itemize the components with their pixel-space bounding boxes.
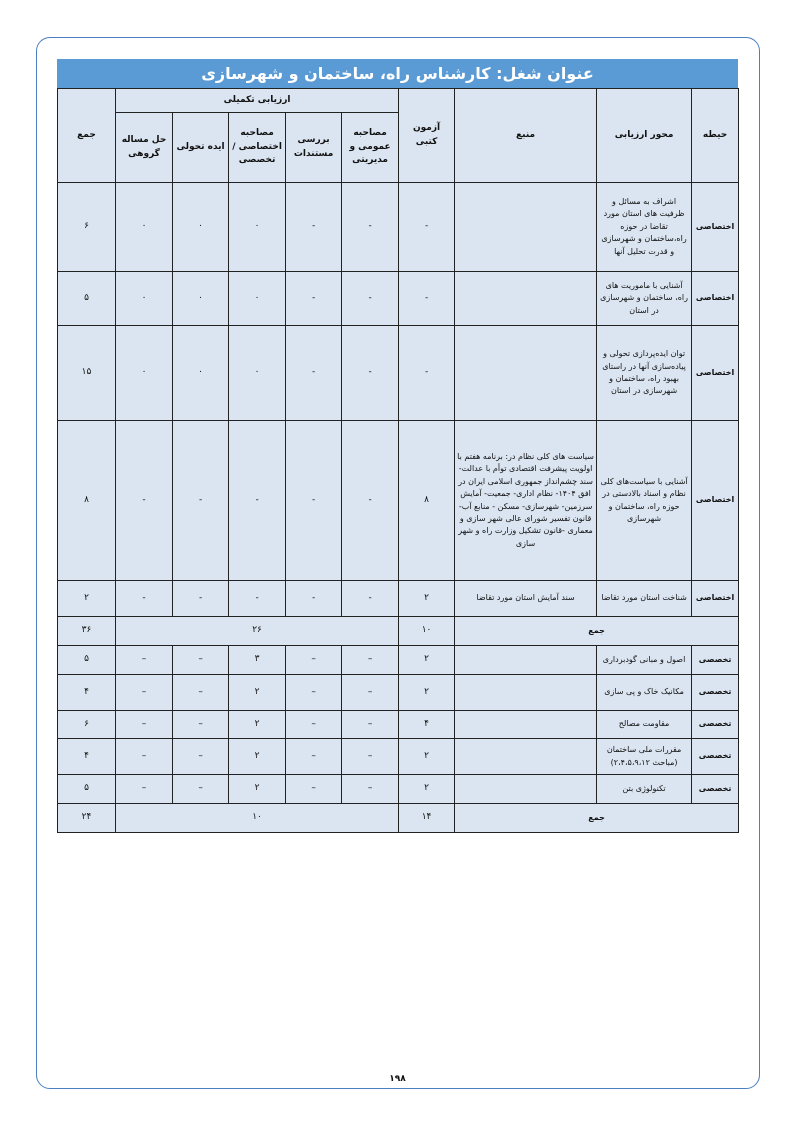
row-group: – <box>116 711 173 739</box>
header-specialized-interview: مصاحبه اختصاصی / تخصصی <box>229 113 286 183</box>
row-domain: تخصصی <box>692 646 739 675</box>
row-special: - <box>229 421 286 581</box>
row-idea: – <box>173 739 229 775</box>
row-total: ۶ <box>58 183 116 272</box>
row-idea: – <box>173 711 229 739</box>
subtotal-total: ۳۶ <box>58 617 116 646</box>
row-general: – <box>342 711 399 739</box>
row-general: - <box>342 581 399 617</box>
row-exam: - <box>399 272 455 326</box>
row-docs: - <box>286 581 342 617</box>
row-special: ۰ <box>229 272 286 326</box>
row-axis: آشنایی با سیاست‌های کلی نظام و اسناد بالادستی در حوزه راه، ساختمان و شهرسازی <box>597 421 692 581</box>
row-idea: ۰ <box>173 326 229 421</box>
subtotal-row <box>58 617 739 646</box>
row-domain: تخصصی <box>692 739 739 775</box>
header-general-interview: مصاحبه عمومی و مدیریتی <box>342 113 399 183</box>
row-special: ۳ <box>229 646 286 675</box>
row-axis: مقاومت مصالح <box>597 711 692 739</box>
row-docs: - <box>286 183 342 272</box>
row-total: ۴ <box>58 739 116 775</box>
row-total: ۴ <box>58 675 116 711</box>
row-special: ۰ <box>229 326 286 421</box>
subtotal-total: ۲۴ <box>58 804 116 833</box>
table-row <box>58 711 739 739</box>
table-row <box>58 183 739 272</box>
row-group: ۰ <box>116 326 173 421</box>
row-source <box>455 646 597 675</box>
header-domain: حیطه <box>692 89 739 183</box>
row-axis: تکنولوژی بتن <box>597 775 692 804</box>
row-source <box>455 326 597 421</box>
header-total: جمع <box>58 89 116 183</box>
table-row <box>58 272 739 326</box>
row-total: ۵ <box>58 272 116 326</box>
row-exam: - <box>399 326 455 421</box>
table-row <box>58 646 739 675</box>
subtotal-label: جمع <box>455 804 739 833</box>
row-docs: - <box>286 272 342 326</box>
row-total: ۸ <box>58 421 116 581</box>
row-exam: ۲ <box>399 646 455 675</box>
row-special: ۲ <box>229 711 286 739</box>
subtotal-exam: ۱۰ <box>399 617 455 646</box>
row-axis: شناخت استان مورد تقاضا <box>597 581 692 617</box>
row-group: – <box>116 675 173 711</box>
row-source <box>455 675 597 711</box>
row-general: - <box>342 183 399 272</box>
table-row <box>58 675 739 711</box>
row-general: – <box>342 675 399 711</box>
header-group-problem: حل مساله گروهی <box>116 113 173 183</box>
header-supplementary: ارزیابی تکمیلی <box>116 89 399 113</box>
row-docs: – <box>286 646 342 675</box>
table-row <box>58 775 739 804</box>
row-docs: - <box>286 421 342 581</box>
subtotal-row <box>58 804 739 833</box>
row-idea: - <box>173 421 229 581</box>
row-total: ۶ <box>58 711 116 739</box>
row-axis: توان ایده‌پردازی تحولی و پیاده‌سازی آنها در راستای بهبود راه، ساختمان و شهرسازی در استان <box>597 326 692 421</box>
row-group: - <box>116 581 173 617</box>
row-exam: ۲ <box>399 675 455 711</box>
row-general: - <box>342 272 399 326</box>
row-group: ۰ <box>116 183 173 272</box>
row-exam: - <box>399 183 455 272</box>
row-idea: ۰ <box>173 183 229 272</box>
row-exam: ۲ <box>399 739 455 775</box>
row-axis: مکانیک خاک و پی سازی <box>597 675 692 711</box>
row-total: ۱۵ <box>58 326 116 421</box>
row-source <box>455 272 597 326</box>
row-total: ۵ <box>58 775 116 804</box>
header-axis: محور ارزیابی <box>597 89 692 183</box>
row-special: - <box>229 581 286 617</box>
header-written-exam: آزمون کتبی <box>399 89 455 183</box>
row-group: - <box>116 421 173 581</box>
subtotal-supplementary: ۱۰ <box>116 804 399 833</box>
header-source: منبع <box>455 89 597 183</box>
table-row <box>58 326 739 421</box>
subtotal-label: جمع <box>455 617 739 646</box>
row-exam: ۴ <box>399 711 455 739</box>
row-general: - <box>342 421 399 581</box>
row-total: ۵ <box>58 646 116 675</box>
row-domain: اختصاصی <box>692 421 739 581</box>
row-general: - <box>342 326 399 421</box>
row-docs: - <box>286 326 342 421</box>
page-number: ۱۹۸ <box>389 1074 406 1084</box>
row-source: سند آمایش استان مورد تقاضا <box>455 581 597 617</box>
row-docs: – <box>286 775 342 804</box>
row-idea: – <box>173 675 229 711</box>
job-title: عنوان شغل: کارشناس راه، ساختمان و شهرسازی <box>57 59 738 88</box>
table-row <box>58 739 739 775</box>
row-idea: – <box>173 775 229 804</box>
row-idea: - <box>173 581 229 617</box>
row-docs: – <box>286 675 342 711</box>
row-group: – <box>116 646 173 675</box>
row-special: ۲ <box>229 775 286 804</box>
row-general: – <box>342 775 399 804</box>
row-domain: اختصاصی <box>692 326 739 421</box>
row-axis: اشراف به مسائل و ظرفیت های استان مورد تقاضا در حوزه راه،ساختمان و شهرسازی و قدرت تحلیل آنها <box>597 183 692 272</box>
row-idea: – <box>173 646 229 675</box>
row-source: سیاست های کلی نظام در: برنامه هفتم با اولویت پیشرفت اقتصادی توأم با عدالت-سند چشم‌انداز جمهوری اسلامی ایران در افق ۱۴۰۴- نظام اداری- جمعیت- آمایش سرزمین- شهرسازی- مسکن - منابع آب-قانون تفسیر شورای عالی شهر سازی و معماری -قانون تشکیل وزارت راه و شهر سازی <box>455 421 597 581</box>
row-group: ۰ <box>116 272 173 326</box>
row-domain: اختصاصی <box>692 272 739 326</box>
row-group: – <box>116 739 173 775</box>
table-row <box>58 581 739 617</box>
row-general: – <box>342 646 399 675</box>
table-row <box>58 421 739 581</box>
row-domain: اختصاصی <box>692 581 739 617</box>
row-special: ۰ <box>229 183 286 272</box>
row-source <box>455 775 597 804</box>
row-docs: – <box>286 711 342 739</box>
subtotal-supplementary: ۲۶ <box>116 617 399 646</box>
row-source <box>455 739 597 775</box>
row-domain: تخصصی <box>692 775 739 804</box>
header-innovative-idea: ایده تحولی <box>173 113 229 183</box>
header-documents: بررسی مستندات <box>286 113 342 183</box>
row-exam: ۲ <box>399 581 455 617</box>
subtotal-exam: ۱۴ <box>399 804 455 833</box>
row-domain: تخصصی <box>692 675 739 711</box>
row-source <box>455 711 597 739</box>
row-group: – <box>116 775 173 804</box>
row-source <box>455 183 597 272</box>
row-domain: اختصاصی <box>692 183 739 272</box>
row-exam: ۸ <box>399 421 455 581</box>
row-idea: ۰ <box>173 272 229 326</box>
row-domain: تخصصی <box>692 711 739 739</box>
row-exam: ۲ <box>399 775 455 804</box>
row-total: ۲ <box>58 581 116 617</box>
row-docs: – <box>286 739 342 775</box>
row-axis: آشنایی با ماموریت های راه، ساختمان و شهرسازی در استان <box>597 272 692 326</box>
row-general: – <box>342 739 399 775</box>
row-special: ۲ <box>229 675 286 711</box>
row-special: ۲ <box>229 739 286 775</box>
evaluation-table <box>57 88 739 833</box>
row-axis: مقررات ملی ساختمان (مباحث ۲،۴،۵،۹،۱۲) <box>597 739 692 775</box>
row-axis: اصول و مبانی گودبرداری <box>597 646 692 675</box>
